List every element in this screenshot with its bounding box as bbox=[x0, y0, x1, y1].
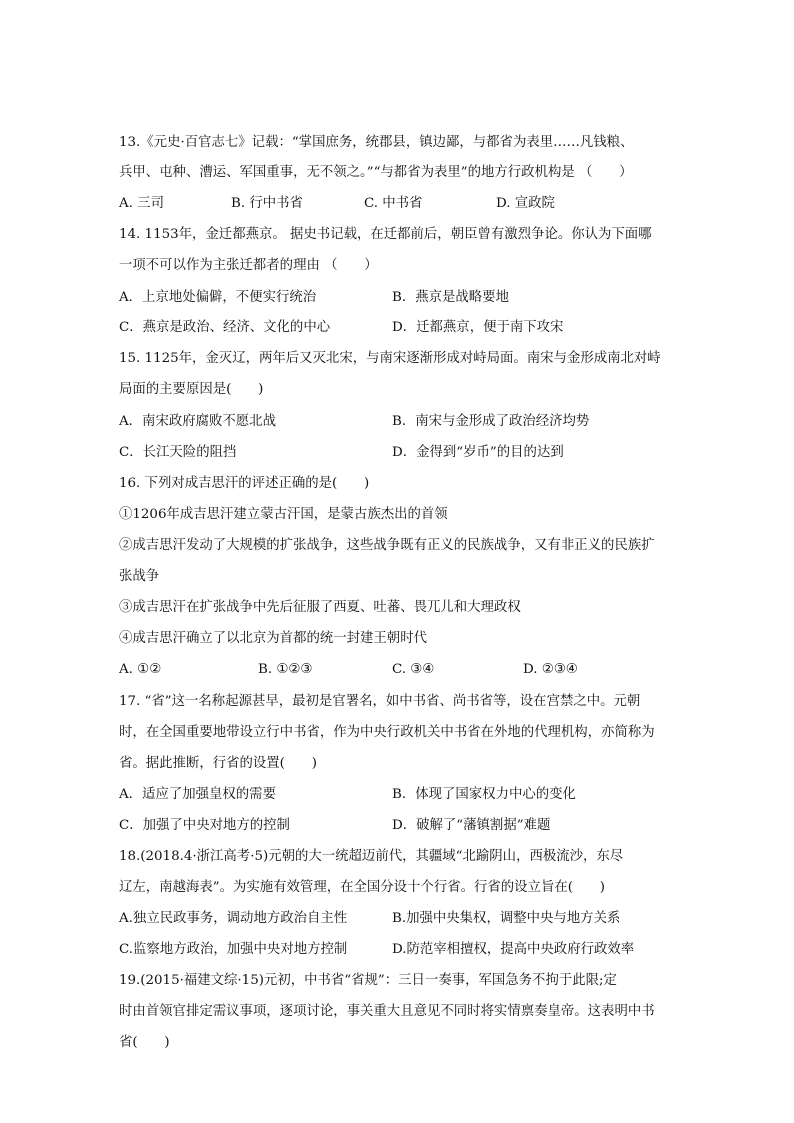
question-17-line-1: 17. “省”这一名称起源甚早，最初是官署名，如中书省、尚书省等，设在宫禁之中。元朝 bbox=[119, 694, 641, 709]
question-18-option-b: B.加强中央集权，调整中央与地方关系 bbox=[392, 911, 621, 926]
question-15-line-1: 15. 1125年，金灭辽，两年后又灭北宋，与南宋逐渐形成对峙局面。南宋与金形成南北对峙 bbox=[119, 351, 661, 366]
question-16-line-5: ③成吉思汗在扩张战争中先后征服了西夏、吐蕃、畏兀儿和大理政权 bbox=[119, 600, 521, 615]
question-17-option-d: D．破解了“藩镇割据”难题 bbox=[392, 818, 551, 833]
question-15-option-c: C．长江天险的阻挡 bbox=[119, 445, 237, 460]
question-15-option-a: A．南宋政府腐败不愿北战 bbox=[119, 414, 276, 429]
question-17-option-c: C．加强了中央对地方的控制 bbox=[119, 818, 290, 833]
question-16-line-6: ④成吉思汗确立了以北京为首都的统一封建王朝时代 bbox=[119, 631, 427, 646]
question-16-line-4: 张战争 bbox=[119, 569, 160, 584]
question-13-line-1: 13.《元史·百官志七》记载：“掌国庶务，统郡县，镇边鄙，与都省为表里……凡钱粮、 bbox=[119, 135, 634, 150]
question-16-option-c: C. ③④ bbox=[392, 662, 435, 677]
question-18-option-c: C.监察地方政治，加强中央对地方控制 bbox=[119, 942, 348, 957]
question-16-line-2: ①1206年成吉思汗建立蒙古汗国，是蒙古族杰出的首领 bbox=[119, 507, 448, 522]
question-17-line-3: 省。据此推断，行省的设置( ) bbox=[119, 756, 317, 771]
question-14-option-b: B．燕京是战略要地 bbox=[392, 290, 509, 305]
question-19-line-2: 时由首领官排定需议事项，逐项讨论，事关重大且意见不同时将实情禀奏皇帝。这表明中书 bbox=[119, 1004, 655, 1019]
question-13-option-c: C. 中书省 bbox=[364, 196, 423, 211]
question-19-line-1: 19.(2015·福建文综·15)元初，中书省“省规”：三日一奏事，军国急务不拘于此限;定 bbox=[119, 973, 617, 988]
question-16-line-3: ②成吉思汗发动了大规模的扩张战争，这些战争既有正义的民族战争，又有非正义的民族扩 bbox=[119, 538, 655, 553]
question-16-option-d: D. ②③④ bbox=[523, 662, 578, 677]
question-18-option-a: A.独立民政事务，调动地方政治自主性 bbox=[119, 911, 348, 926]
question-14-option-c: C．燕京是政治、经济、文化的中心 bbox=[119, 320, 331, 335]
question-13-option-b: B. 行中书省 bbox=[231, 196, 303, 211]
question-17-option-b: B．体现了国家权力中心的变化 bbox=[392, 787, 576, 802]
question-16-option-b: B. ①②③ bbox=[258, 662, 313, 677]
question-14-line-1: 14. 1153年，金迁都燕京。 据史书记载，在迁都前后，朝臣曾有激烈争论。你认为下面哪 bbox=[119, 227, 652, 242]
question-16-line-1: 16. 下列对成吉思汗的评述正确的是( ) bbox=[119, 476, 370, 491]
question-17-line-2: 时，在全国重要地带设立行中书省，作为中央行政机关中书省在外地的代理机构，亦简称为 bbox=[119, 725, 655, 740]
question-15-line-2: 局面的主要原因是( ) bbox=[119, 382, 264, 397]
question-13-line-2: 兵甲、屯种、漕运、军国重事，无不领之。”“与都省为表里”的地方行政机构是 （ ） bbox=[119, 165, 633, 180]
question-18-line-1: 18.(2018.4·浙江高考·5)元朝的大一统超迈前代，其疆域“北踰阴山，西极流沙，东尽 bbox=[119, 849, 624, 864]
question-13-option-a: A. 三司 bbox=[119, 196, 164, 211]
question-18-line-2: 辽左，南越海表”。为实施有效管理，在全国分设十个行省。行省的设立旨在( ) bbox=[119, 880, 605, 895]
question-13-option-d: D. 宣政院 bbox=[496, 196, 555, 211]
question-18-option-d: D.防范宰相擅权，提高中央政府行政效率 bbox=[392, 942, 635, 957]
question-14-line-2: 一项不可以作为主张迁都者的理由 （ ） bbox=[119, 258, 378, 273]
question-15-option-b: B．南宋与金形成了政治经济均势 bbox=[392, 414, 590, 429]
question-14-option-d: D．迁都燕京，便于南下攻宋 bbox=[392, 320, 564, 335]
question-19-line-3: 省( ) bbox=[119, 1035, 170, 1050]
question-17-option-a: A．适应了加强皇权的需要 bbox=[119, 787, 276, 802]
question-16-option-a: A. ①② bbox=[119, 662, 162, 677]
question-15-option-d: D．金得到“岁币”的目的达到 bbox=[392, 445, 564, 460]
question-14-option-a: A．上京地处偏僻，不便实行统治 bbox=[119, 290, 317, 305]
